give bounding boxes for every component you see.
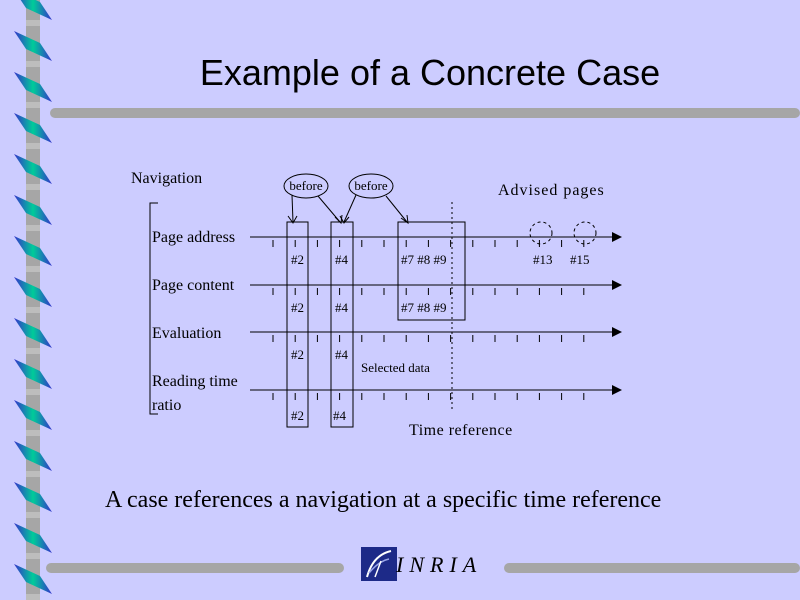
advised-pages-label: Advised pages <box>498 182 605 199</box>
time-reference-label: Time reference <box>409 422 513 439</box>
label-row1-789: #7 #8 #9 <box>401 252 447 267</box>
label-row2-789: #7 #8 #9 <box>401 300 447 315</box>
before-arrows <box>288 195 408 223</box>
label-row4-2: #2 <box>291 408 304 423</box>
timeline-arrow-1 <box>612 232 622 242</box>
label-row1-4: #4 <box>335 252 348 267</box>
slide-caption: A case references a navigation at a specific time reference <box>105 487 662 513</box>
label-advised-13: #13 <box>533 252 553 267</box>
bottom-divider-left <box>46 563 344 573</box>
row-label-reading-time: Reading time <box>152 373 238 390</box>
before-label-2: before <box>354 178 388 193</box>
selected-data-label: Selected data <box>361 360 430 375</box>
row-label-page-address: Page address <box>152 229 236 246</box>
timeline-arrow-4 <box>612 385 622 395</box>
bottom-divider-right <box>504 563 800 573</box>
label-row2-2: #2 <box>291 300 304 315</box>
row-label-evaluation: Evaluation <box>152 325 222 342</box>
label-row4-4: #4 <box>333 408 346 423</box>
inria-logo-text: INRIA <box>396 552 483 577</box>
label-advised-15: #15 <box>570 252 590 267</box>
advised-circle-13 <box>530 222 552 244</box>
timeline-arrow-2 <box>612 280 622 290</box>
advised-circle-15 <box>574 222 596 244</box>
before-label-1: before <box>289 178 323 193</box>
slide-title: Example of a Concrete Case <box>199 52 661 93</box>
row-label-page-content: Page content <box>152 277 235 294</box>
label-row1-2: #2 <box>291 252 304 267</box>
timeline-arrow-3 <box>612 327 622 337</box>
inria-logo-mark <box>361 547 397 583</box>
label-row3-2: #2 <box>291 347 304 362</box>
label-row2-4: #4 <box>335 300 348 315</box>
navigation-label: Navigation <box>131 170 203 187</box>
row-label-ratio: ratio <box>152 397 182 414</box>
label-row3-4: #4 <box>335 347 348 362</box>
